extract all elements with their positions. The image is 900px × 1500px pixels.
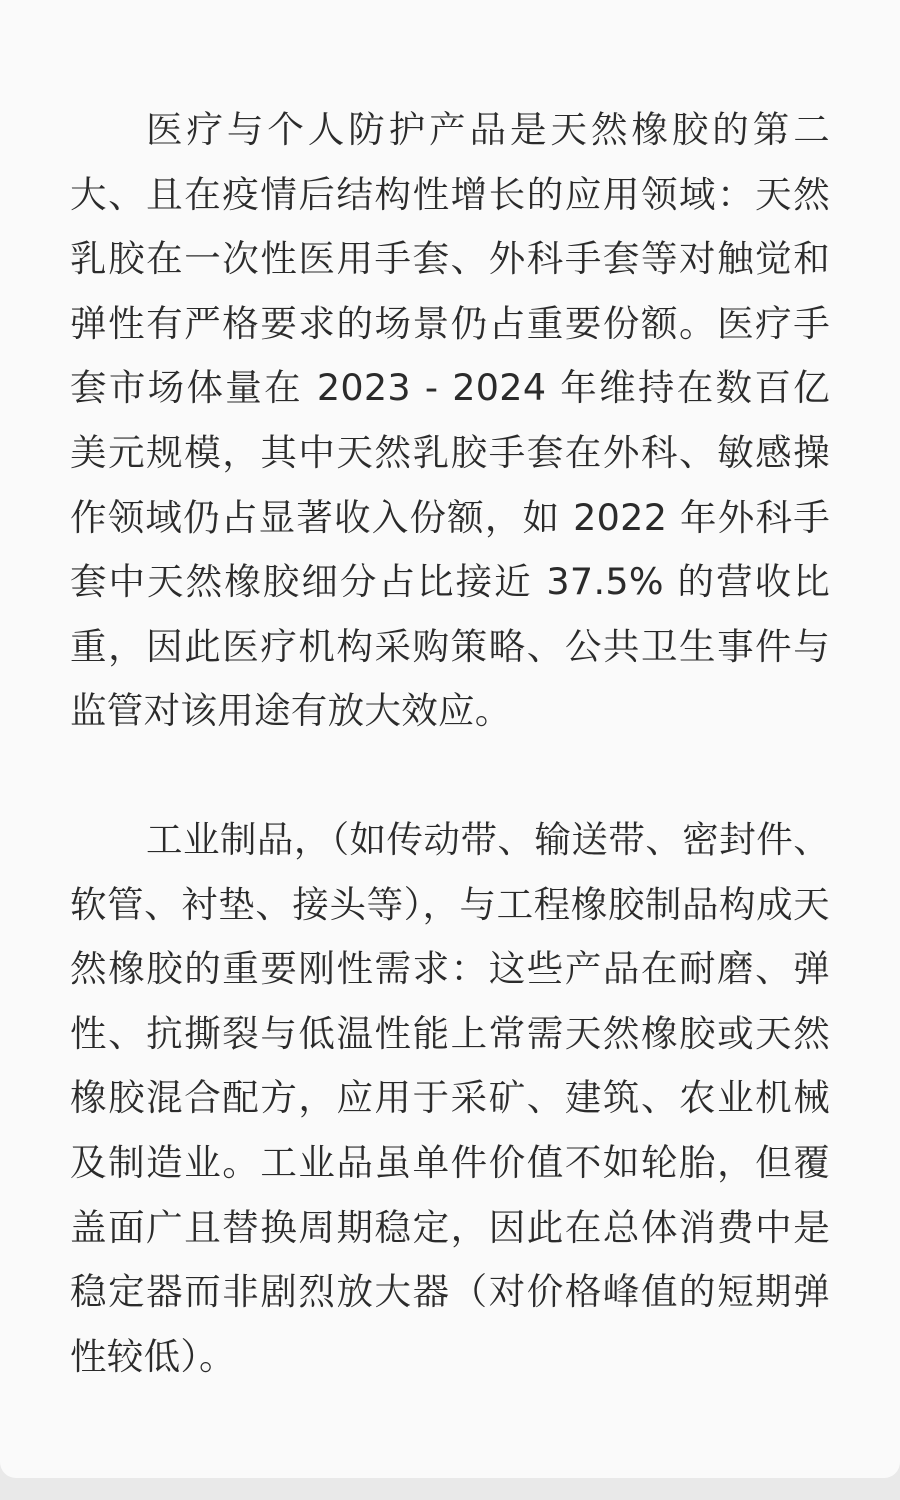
paragraph-medical-protective-products: 医疗与个人防护产品是天然橡胶的第二大、且在疫情后结构性增长的应用领域：天然乳胶在一次性医用手套、外科手套等对触觉和弹性有严格要求的场景仍占重要份额。医疗手套市场体量在 2023 - 2024 年维持在数百亿美元规模，其中天然乳胶手套在外科、敏感操作领域仍占显著收入份额，如 2022 年外科手套中天然橡胶细分占比接近 37.5% 的营收比重，因此医疗机构采购策略、公共卫生事件与监管对该用途有放大效应。	[70, 108, 830, 733]
page-bottom-edge	[0, 1478, 900, 1500]
paragraph-industrial-products: 工业制品，（如传动带、输送带、密封件、软管、衬垫、接头等），与工程橡胶制品构成天然橡胶的重要刚性需求：这些产品在耐磨、弹性、抗撕裂与低温性能上常需天然橡胶或天然橡胶混合配方，应用于采矿、建筑、农业机械及制造业。工业品虽单件价值不如轮胎，但覆盖面广且替换周期稳定，因此在总体消费中是稳定器而非剧烈放大器（对价格峰值的短期弹性较低）。	[70, 817, 830, 1378]
article-body	[70, 98, 830, 1389]
